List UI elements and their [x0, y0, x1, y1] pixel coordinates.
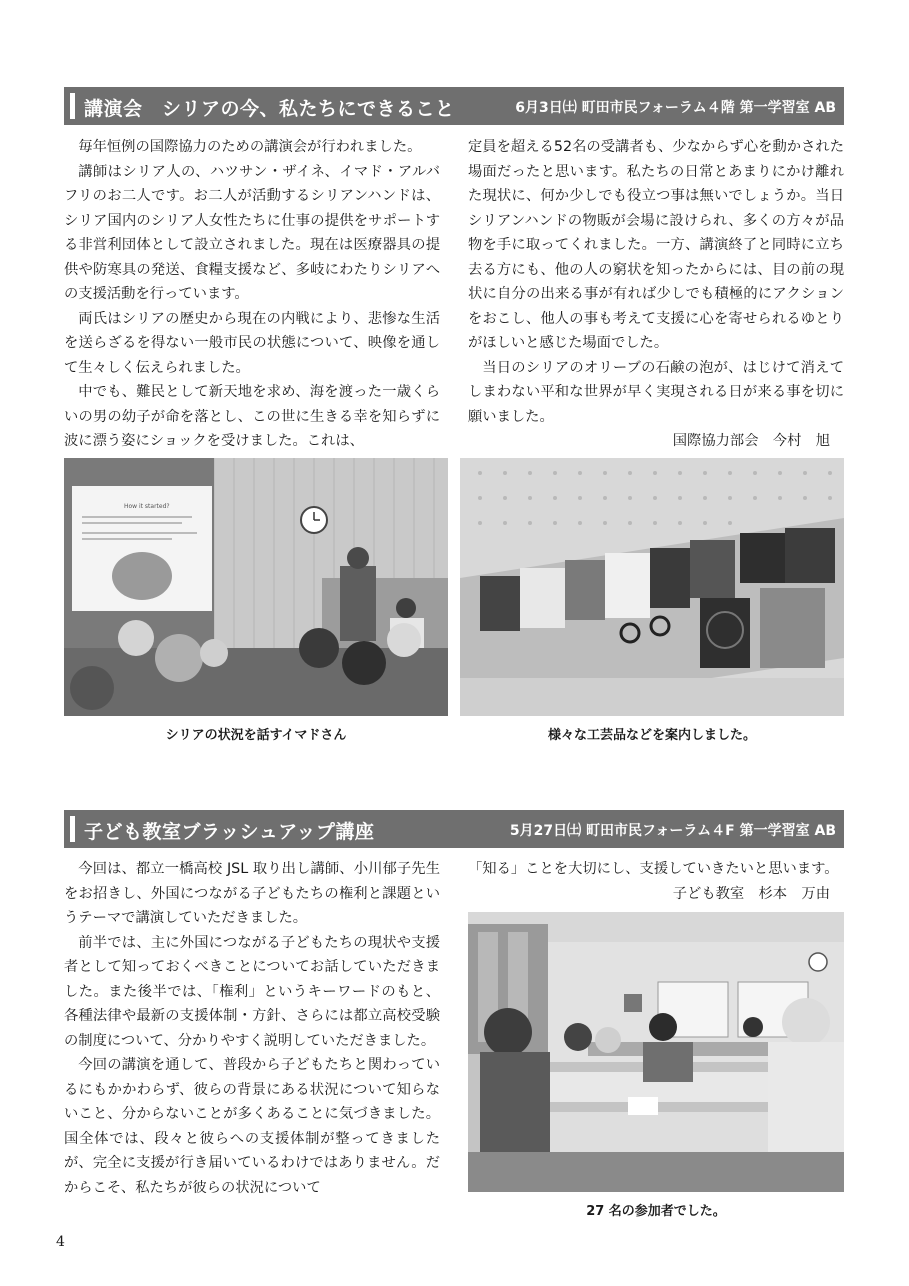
seminar-photo-caption: 27 名の参加者でした。 — [586, 1204, 726, 1219]
section2-header — [64, 810, 844, 848]
section2-date-venue: 5月27日㈯ 町田市民フォーラム４F 第一学習室 AB — [509, 823, 836, 839]
header-accent-bar — [70, 93, 75, 119]
slide-title: How it started? — [124, 503, 170, 510]
section1-right-column — [468, 135, 844, 454]
section1-header — [64, 87, 844, 125]
paragraph: 毎年恒例の国際協力のための講演会が行われました。 — [78, 139, 422, 155]
section1-left-column — [64, 135, 440, 454]
section2-title: 子ども教室ブラッシュアップ講座 — [84, 821, 375, 843]
lecture-photo-image — [64, 458, 448, 716]
author-signature: 国際協力部会 今村 旭 — [672, 433, 830, 449]
paragraph: 講師はシリア人の、ハツサン・ザイネ、イマド・アルバフリのお二人です。お二人が活動するシリアンハンドは、シリア国内のシリア人女性たちに仕事の提供をサポートする非営利団体として設立されました。現在は医療器具の提供や防寒具の発送、食糧支援など、多岐にわたりシリアへの支援活動を行っています。 — [64, 163, 440, 302]
lecture-photo-caption: シリアの状況を話すイマドさん — [165, 728, 347, 743]
section2-left-column — [64, 857, 440, 1200]
crafts-photo — [460, 458, 844, 716]
header-accent-bar — [70, 816, 75, 842]
lecture-photo — [64, 458, 448, 716]
author-signature: 子ども教室 杉本 万由 — [672, 885, 830, 902]
crafts-photo-image — [460, 458, 844, 716]
section1-title: 講演会 シリアの今、私たちにできること — [84, 98, 455, 120]
paragraph: 当日のシリアのオリーブの石鹸の泡が、はじけて消えてしまわない平和な世界が早く実現される日が来る事を切に願いました。 — [468, 359, 844, 425]
seminar-photo-image — [468, 912, 844, 1192]
paragraph: 今回の講演を通して、普段から子どもたちと関わっているにもかかわらず、彼らの背景にある状況について知らないこと、分からないことが多くあることに気づきました。国全体では、段々と彼らへの支援体制が整ってきましたが、完全に支援が行き届いているわけではありません。だからこそ、私たちが彼らの状況について — [64, 1057, 440, 1196]
crafts-photo-caption: 様々な工芸品などを案内しました。 — [547, 728, 756, 743]
paragraph: 前半では、主に外国につながる子どもたちの現状や支援者として知っておくべきことについてお話していただきました。また後半では、「権利」というキーワードのもと、各種法律や最新の支援体制・方針、さらには都立高校受験の制度について、分かりやすく説明していただきました。 — [64, 934, 440, 1049]
page-number: 4 — [56, 1234, 65, 1250]
section2-right-column — [468, 857, 844, 906]
paragraph: 「知る」ことを大切にし、支援していきたいと思います。 — [468, 861, 839, 877]
paragraph: 定員を超える52名の受講者も、少なからず心を動かされた場面だったと思います。私たちの日常とあまりにかけ離れた現状に、何か少しでも役立つ事は無いでしょうか。当日シリアンハンドの物販が会場に設けられ、多くの方々が品物を手に取ってくれました。一方、講演終了と同時に立ち去る方にも、他の人の窮状を知ったからには、目の前の現状に自分の出来る事が有れば少しでも積極的にアクションをおこし、他人の事も考えて支援に心を寄せられるゆとりがほしいと感じた場面でした。 — [468, 139, 844, 351]
seminar-photo — [468, 912, 844, 1192]
paragraph: 両氏はシリアの歴史から現在の内戦により、悲惨な生活を送らざるを得ない一般市民の状態について、映像を通して生々しく伝えられました。 — [64, 310, 440, 376]
paragraph: 中でも、難民として新天地を求め、海を渡った一歳くらいの男の幼子が命を落とし、この世に生きる幸を知らずに波に漂う姿にショックを受けました。これは、 — [64, 384, 440, 449]
section1-date-venue: 6月3日㈯ 町田市民フォーラム４階 第一学習室 AB — [515, 100, 836, 116]
paragraph: 今回は、都立一橋高校 JSL 取り出し講師、小川郁子先生をお招きし、外国につながる子どもたちの権利と課題というテーマで講演していただきました。 — [64, 861, 440, 926]
